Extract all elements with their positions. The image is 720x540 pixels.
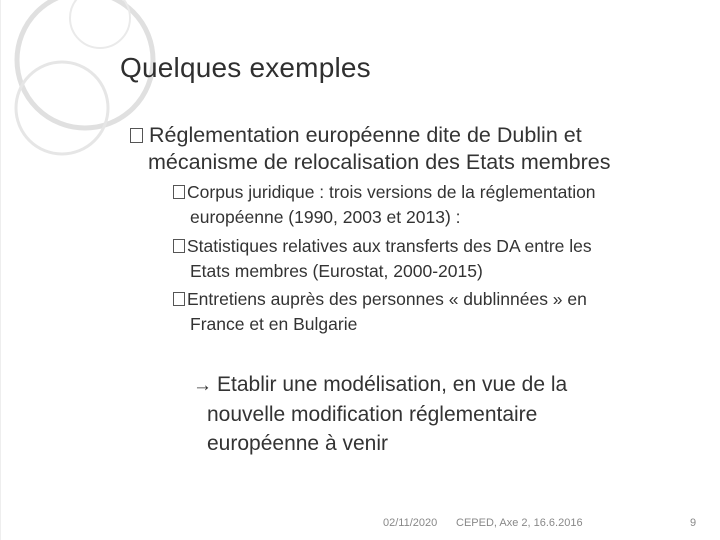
- main-bullet-text-1: Réglementation européenne dite de Dublin et: [149, 123, 582, 147]
- main-bullet-line1: [130, 122, 690, 149]
- sub-bullet-text-cont: France et en Bulgarie: [190, 314, 358, 334]
- sub-bullet-corpus: [173, 180, 693, 230]
- sub-bullet-text: Corpus juridique : trois versions de la réglementation: [187, 182, 596, 202]
- deco-ring-medium: [16, 62, 108, 154]
- conclusion-text-2: nouvelle modification réglementaire: [207, 403, 538, 426]
- deco-ring-small: [70, 0, 130, 48]
- slide-title: Quelques exemples: [120, 52, 371, 83]
- main-bullet-line2: mécanisme de relocalisation des Etats membres: [148, 150, 611, 174]
- conclusion-text-1: Etablir une modélisation, en vue de la: [217, 373, 568, 396]
- sub-bullet-text: Entretiens auprès des personnes « dublinnées » en: [187, 289, 587, 309]
- checkbox-bullet-icon: [130, 128, 143, 143]
- main-bullet: [130, 122, 690, 176]
- footer-text: CEPED, Axe 2, 16.6.2016: [456, 517, 583, 529]
- page-number: 9: [690, 517, 697, 529]
- sub-bullet-text-cont: européenne (1990, 2003 et 2013) :: [190, 207, 461, 227]
- sub-bullet-text: Statistiques relatives aux transferts des DA entre les: [187, 236, 592, 256]
- checkbox-bullet-icon: [173, 292, 185, 306]
- checkbox-bullet-icon: [173, 239, 185, 253]
- sub-bullet-statistiques: [173, 234, 693, 284]
- sub-bullet-text-cont: Etats membres (Eurostat, 2000-2015): [190, 261, 483, 281]
- checkbox-bullet-icon: [173, 185, 185, 199]
- conclusion-text-3: européenne à venir: [207, 432, 388, 455]
- conclusion-block: [193, 370, 653, 458]
- right-arrow-icon: →: [193, 375, 212, 396]
- sub-bullet-entretiens: [173, 287, 693, 337]
- footer-date: 02/11/2020: [383, 517, 438, 529]
